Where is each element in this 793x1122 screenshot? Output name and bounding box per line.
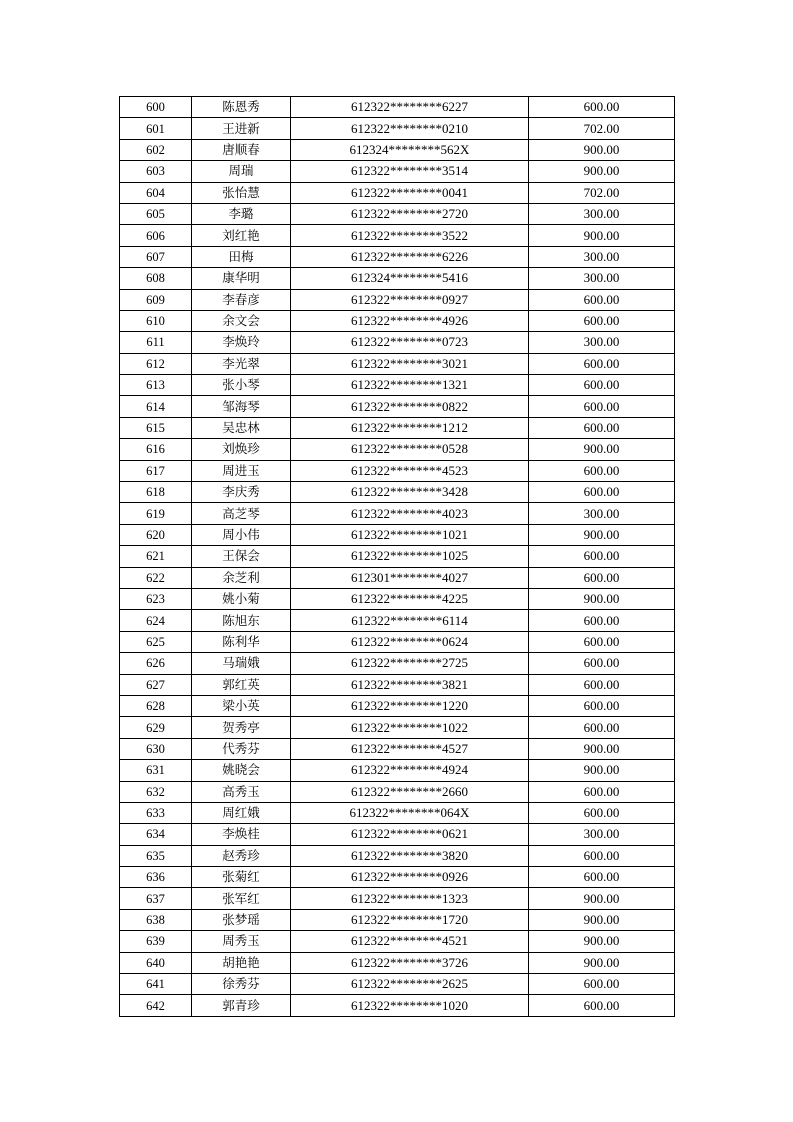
row-number-cell: 629 — [120, 717, 192, 738]
document-page — [119, 96, 674, 1017]
table-row — [120, 310, 675, 331]
table-row — [120, 802, 675, 823]
name-cell: 姚小菊 — [192, 588, 291, 609]
id-number-cell: 612322********1021 — [291, 524, 529, 545]
amount-cell: 600.00 — [529, 97, 675, 118]
name-cell: 张军红 — [192, 888, 291, 909]
amount-cell: 900.00 — [529, 524, 675, 545]
amount-cell: 900.00 — [529, 161, 675, 182]
amount-cell: 600.00 — [529, 482, 675, 503]
table-row — [120, 845, 675, 866]
table-row — [120, 738, 675, 759]
row-number-cell: 625 — [120, 631, 192, 652]
table-row — [120, 182, 675, 203]
row-number-cell: 618 — [120, 482, 192, 503]
name-cell: 周小伟 — [192, 524, 291, 545]
table-row — [120, 118, 675, 139]
name-cell: 余芝利 — [192, 567, 291, 588]
row-number-cell: 638 — [120, 909, 192, 930]
id-number-cell: 612322********0621 — [291, 824, 529, 845]
name-cell: 徐秀芬 — [192, 974, 291, 995]
table-row — [120, 203, 675, 224]
name-cell: 陈旭东 — [192, 610, 291, 631]
amount-cell: 600.00 — [529, 802, 675, 823]
amount-cell: 900.00 — [529, 738, 675, 759]
amount-cell: 300.00 — [529, 332, 675, 353]
row-number-cell: 630 — [120, 738, 192, 759]
table-row — [120, 824, 675, 845]
amount-cell: 600.00 — [529, 610, 675, 631]
id-number-cell: 612322********0528 — [291, 439, 529, 460]
amount-cell: 702.00 — [529, 118, 675, 139]
row-number-cell: 615 — [120, 417, 192, 438]
row-number-cell: 604 — [120, 182, 192, 203]
table-row — [120, 460, 675, 481]
id-number-cell: 612322********0210 — [291, 118, 529, 139]
table-row — [120, 439, 675, 460]
id-number-cell: 612322********6114 — [291, 610, 529, 631]
name-cell: 陈利华 — [192, 631, 291, 652]
id-number-cell: 612322********2625 — [291, 974, 529, 995]
name-cell: 马瑞娥 — [192, 653, 291, 674]
id-number-cell: 612324********562X — [291, 139, 529, 160]
table-row — [120, 332, 675, 353]
row-number-cell: 640 — [120, 952, 192, 973]
name-cell: 李光翠 — [192, 353, 291, 374]
name-cell: 王保会 — [192, 546, 291, 567]
amount-cell: 600.00 — [529, 396, 675, 417]
id-number-cell: 612322********0927 — [291, 289, 529, 310]
id-number-cell: 612322********0624 — [291, 631, 529, 652]
row-number-cell: 632 — [120, 781, 192, 802]
id-number-cell: 612322********4523 — [291, 460, 529, 481]
table-row — [120, 396, 675, 417]
amount-cell: 900.00 — [529, 888, 675, 909]
table-row — [120, 289, 675, 310]
amount-cell: 600.00 — [529, 695, 675, 716]
amount-cell: 900.00 — [529, 139, 675, 160]
id-number-cell: 612322********4926 — [291, 310, 529, 331]
table-row — [120, 695, 675, 716]
id-number-cell: 612322********6227 — [291, 97, 529, 118]
id-number-cell: 612322********4225 — [291, 588, 529, 609]
id-number-cell: 612322********0723 — [291, 332, 529, 353]
table-row — [120, 717, 675, 738]
table-row — [120, 482, 675, 503]
name-cell: 李焕玲 — [192, 332, 291, 353]
id-number-cell: 612324********5416 — [291, 268, 529, 289]
name-cell: 赵秀珍 — [192, 845, 291, 866]
row-number-cell: 622 — [120, 567, 192, 588]
table-row — [120, 246, 675, 267]
id-number-cell: 612322********1720 — [291, 909, 529, 930]
row-number-cell: 617 — [120, 460, 192, 481]
amount-cell: 600.00 — [529, 375, 675, 396]
row-number-cell: 608 — [120, 268, 192, 289]
row-number-cell: 621 — [120, 546, 192, 567]
row-number-cell: 628 — [120, 695, 192, 716]
id-number-cell: 612322********1020 — [291, 995, 529, 1016]
amount-cell: 600.00 — [529, 867, 675, 888]
row-number-cell: 623 — [120, 588, 192, 609]
id-number-cell: 612322********1022 — [291, 717, 529, 738]
amount-cell: 600.00 — [529, 995, 675, 1016]
amount-cell: 600.00 — [529, 781, 675, 802]
row-number-cell: 620 — [120, 524, 192, 545]
name-cell: 胡艳艳 — [192, 952, 291, 973]
name-cell: 刘焕珍 — [192, 439, 291, 460]
name-cell: 田梅 — [192, 246, 291, 267]
row-number-cell: 624 — [120, 610, 192, 631]
row-number-cell: 607 — [120, 246, 192, 267]
name-cell: 李焕桂 — [192, 824, 291, 845]
table-row — [120, 353, 675, 374]
table-row — [120, 97, 675, 118]
id-number-cell: 612322********2660 — [291, 781, 529, 802]
name-cell: 唐顺春 — [192, 139, 291, 160]
name-cell: 张小琴 — [192, 375, 291, 396]
name-cell: 贺秀亭 — [192, 717, 291, 738]
id-number-cell: 612322********4527 — [291, 738, 529, 759]
id-number-cell: 612322********0926 — [291, 867, 529, 888]
table-row — [120, 867, 675, 888]
row-number-cell: 613 — [120, 375, 192, 396]
name-cell: 张怡慧 — [192, 182, 291, 203]
payment-table — [119, 96, 675, 1017]
name-cell: 代秀芬 — [192, 738, 291, 759]
id-number-cell: 612322********1212 — [291, 417, 529, 438]
table-row — [120, 268, 675, 289]
id-number-cell: 612322********2720 — [291, 203, 529, 224]
name-cell: 张菊红 — [192, 867, 291, 888]
row-number-cell: 601 — [120, 118, 192, 139]
id-number-cell: 612322********3726 — [291, 952, 529, 973]
amount-cell: 600.00 — [529, 674, 675, 695]
id-number-cell: 612322********3821 — [291, 674, 529, 695]
row-number-cell: 606 — [120, 225, 192, 246]
row-number-cell: 642 — [120, 995, 192, 1016]
table-row — [120, 546, 675, 567]
amount-cell: 900.00 — [529, 588, 675, 609]
amount-cell: 600.00 — [529, 845, 675, 866]
table-row — [120, 760, 675, 781]
table-row — [120, 139, 675, 160]
row-number-cell: 611 — [120, 332, 192, 353]
amount-cell: 600.00 — [529, 546, 675, 567]
row-number-cell: 605 — [120, 203, 192, 224]
amount-cell: 900.00 — [529, 439, 675, 460]
row-number-cell: 634 — [120, 824, 192, 845]
name-cell: 吴忠林 — [192, 417, 291, 438]
id-number-cell: 612322********3021 — [291, 353, 529, 374]
row-number-cell: 639 — [120, 931, 192, 952]
table-row — [120, 610, 675, 631]
table-row — [120, 653, 675, 674]
name-cell: 李庆秀 — [192, 482, 291, 503]
amount-cell: 600.00 — [529, 717, 675, 738]
amount-cell: 600.00 — [529, 353, 675, 374]
id-number-cell: 612322********1025 — [291, 546, 529, 567]
name-cell: 姚晓会 — [192, 760, 291, 781]
amount-cell: 600.00 — [529, 567, 675, 588]
table-row — [120, 631, 675, 652]
table-row — [120, 567, 675, 588]
table-row — [120, 161, 675, 182]
amount-cell: 600.00 — [529, 289, 675, 310]
id-number-cell: 612322********0041 — [291, 182, 529, 203]
id-number-cell: 612322********3428 — [291, 482, 529, 503]
table-row — [120, 781, 675, 802]
id-number-cell: 612322********3522 — [291, 225, 529, 246]
row-number-cell: 600 — [120, 97, 192, 118]
amount-cell: 600.00 — [529, 974, 675, 995]
name-cell: 陈恩秀 — [192, 97, 291, 118]
amount-cell: 900.00 — [529, 225, 675, 246]
id-number-cell: 612322********1321 — [291, 375, 529, 396]
name-cell: 周红娥 — [192, 802, 291, 823]
id-number-cell: 612322********2725 — [291, 653, 529, 674]
id-number-cell: 612322********4023 — [291, 503, 529, 524]
row-number-cell: 641 — [120, 974, 192, 995]
row-number-cell: 609 — [120, 289, 192, 310]
amount-cell: 300.00 — [529, 503, 675, 524]
table-row — [120, 888, 675, 909]
table-row — [120, 503, 675, 524]
id-number-cell: 612322********4521 — [291, 931, 529, 952]
name-cell: 郭红英 — [192, 674, 291, 695]
amount-cell: 600.00 — [529, 653, 675, 674]
id-number-cell: 612322********6226 — [291, 246, 529, 267]
row-number-cell: 637 — [120, 888, 192, 909]
row-number-cell: 633 — [120, 802, 192, 823]
amount-cell: 300.00 — [529, 203, 675, 224]
row-number-cell: 616 — [120, 439, 192, 460]
amount-cell: 300.00 — [529, 268, 675, 289]
table-row — [120, 952, 675, 973]
name-cell: 周瑞 — [192, 161, 291, 182]
name-cell: 周秀玉 — [192, 931, 291, 952]
table-row — [120, 909, 675, 930]
name-cell: 康华明 — [192, 268, 291, 289]
name-cell: 李春彦 — [192, 289, 291, 310]
name-cell: 邹海琴 — [192, 396, 291, 417]
amount-cell: 900.00 — [529, 952, 675, 973]
row-number-cell: 627 — [120, 674, 192, 695]
id-number-cell: 612322********3820 — [291, 845, 529, 866]
id-number-cell: 612322********1323 — [291, 888, 529, 909]
table-row — [120, 974, 675, 995]
name-cell: 张梦瑶 — [192, 909, 291, 930]
table-row — [120, 995, 675, 1016]
amount-cell: 900.00 — [529, 760, 675, 781]
amount-cell: 300.00 — [529, 246, 675, 267]
row-number-cell: 610 — [120, 310, 192, 331]
table-row — [120, 588, 675, 609]
name-cell: 梁小英 — [192, 695, 291, 716]
amount-cell: 600.00 — [529, 310, 675, 331]
name-cell: 周进玉 — [192, 460, 291, 481]
id-number-cell: 612322********064X — [291, 802, 529, 823]
id-number-cell: 612322********3514 — [291, 161, 529, 182]
table-row — [120, 417, 675, 438]
id-number-cell: 612301********4027 — [291, 567, 529, 588]
row-number-cell: 619 — [120, 503, 192, 524]
name-cell: 李璐 — [192, 203, 291, 224]
row-number-cell: 603 — [120, 161, 192, 182]
name-cell: 高芝琴 — [192, 503, 291, 524]
amount-cell: 702.00 — [529, 182, 675, 203]
name-cell: 余文会 — [192, 310, 291, 331]
name-cell: 高秀玉 — [192, 781, 291, 802]
table-row — [120, 674, 675, 695]
name-cell: 王进新 — [192, 118, 291, 139]
row-number-cell: 631 — [120, 760, 192, 781]
table-row — [120, 931, 675, 952]
amount-cell: 600.00 — [529, 631, 675, 652]
id-number-cell: 612322********1220 — [291, 695, 529, 716]
row-number-cell: 614 — [120, 396, 192, 417]
amount-cell: 300.00 — [529, 824, 675, 845]
id-number-cell: 612322********4924 — [291, 760, 529, 781]
row-number-cell: 626 — [120, 653, 192, 674]
name-cell: 郭青珍 — [192, 995, 291, 1016]
table-row — [120, 524, 675, 545]
table-body — [120, 97, 675, 1017]
amount-cell: 600.00 — [529, 460, 675, 481]
amount-cell: 900.00 — [529, 909, 675, 930]
id-number-cell: 612322********0822 — [291, 396, 529, 417]
name-cell: 刘红艳 — [192, 225, 291, 246]
table-row — [120, 225, 675, 246]
amount-cell: 900.00 — [529, 931, 675, 952]
row-number-cell: 612 — [120, 353, 192, 374]
row-number-cell: 602 — [120, 139, 192, 160]
table-row — [120, 375, 675, 396]
row-number-cell: 635 — [120, 845, 192, 866]
row-number-cell: 636 — [120, 867, 192, 888]
amount-cell: 600.00 — [529, 417, 675, 438]
